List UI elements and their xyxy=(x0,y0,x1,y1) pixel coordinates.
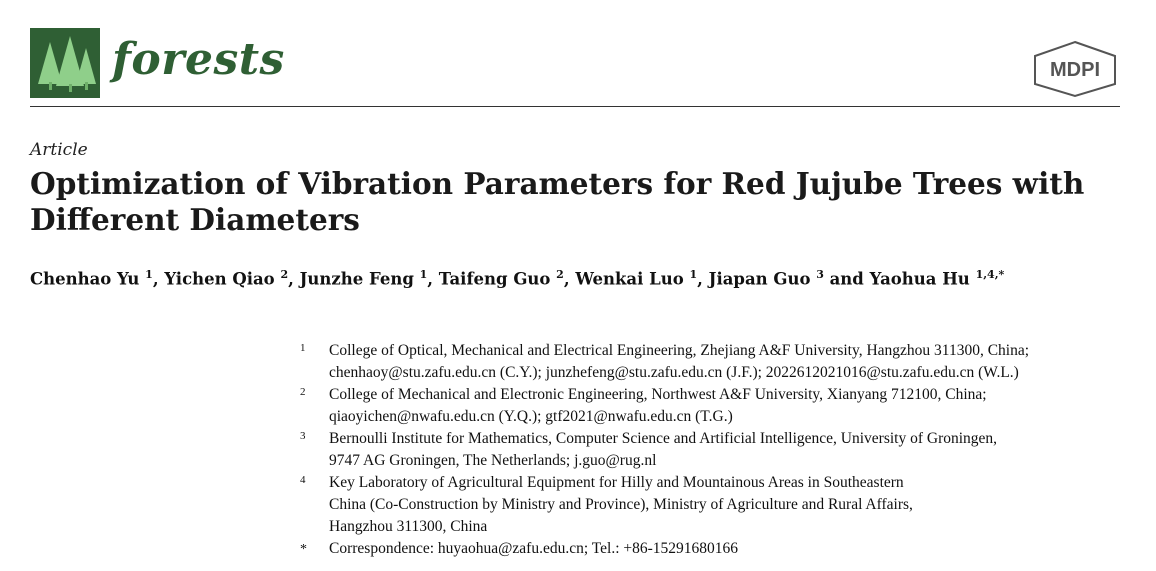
author-separator: , xyxy=(288,269,300,289)
affiliation-number: 2 xyxy=(300,386,306,398)
affiliation-item xyxy=(300,472,1130,538)
author-separator: , xyxy=(563,269,576,289)
author-list xyxy=(30,268,1130,289)
publisher-name: MDPI xyxy=(1050,59,1100,81)
mdpi-logo xyxy=(1030,40,1120,98)
article-type: Article xyxy=(30,140,88,160)
author-name: Yaohua Hu xyxy=(869,269,970,289)
author-affiliation-mark: 1 xyxy=(145,268,153,281)
affiliation-line: College of Optical, Mechanical and Electrical Engineering, Zhejiang A&F University, Hangzhou 311300, China; xyxy=(329,342,1030,359)
author-name: Chenhao Yu xyxy=(30,269,140,289)
author-affiliation-mark: 1 xyxy=(689,268,698,281)
author-name: Taifeng Guo xyxy=(438,269,551,289)
forests-logo-tree-icon xyxy=(30,28,100,98)
affiliation-line: Correspondence: huyaohua@zafu.edu.cn; Tel.: +86-15291680166 xyxy=(329,540,739,557)
author-separator: , xyxy=(427,269,439,289)
author-affiliation-mark: 1 xyxy=(419,268,428,281)
affiliation-line: chenhaoy@stu.zafu.edu.cn (C.Y.); junzhefeng@stu.zafu.edu.cn (J.F.); 2022612021016@stu.zafu.edu.cn (W.L.) xyxy=(329,364,1019,381)
header-divider xyxy=(30,106,1120,107)
author-affiliation-mark: 1,4,* xyxy=(975,268,1005,281)
affiliation-number: 4 xyxy=(300,474,306,486)
affiliation-number: * xyxy=(300,542,307,557)
author-affiliation-mark: 2 xyxy=(556,268,564,281)
author-name: Wenkai Luo xyxy=(575,269,684,289)
affiliation-line: Key Laboratory of Agricultural Equipment for Hilly and Mountainous Areas in Southeastern xyxy=(329,474,904,491)
author-separator: and xyxy=(823,269,870,289)
affiliation-item xyxy=(300,538,1130,560)
affiliation-item xyxy=(300,428,1130,472)
affiliation-line: 9747 AG Groningen, The Netherlands; j.guo@rug.nl xyxy=(329,452,657,469)
affiliation-line: qiaoyichen@nwafu.edu.cn (Y.Q.); gtf2021@nwafu.edu.cn (T.G.) xyxy=(329,408,733,425)
affiliation-item xyxy=(300,340,1130,384)
author-separator: , xyxy=(697,269,709,289)
affiliation-line: College of Mechanical and Electronic Engineering, Northwest A&F University, Xianyang 712100, China; xyxy=(329,386,987,403)
affiliation-line: Bernoulli Institute for Mathematics, Computer Science and Artificial Intelligence, University of Groningen, xyxy=(329,430,998,447)
affiliation-line: Hangzhou 311300, China xyxy=(329,518,488,535)
journal-header xyxy=(30,28,1120,108)
affiliation-number: 1 xyxy=(300,342,306,354)
journal-name: forests xyxy=(112,34,285,85)
affiliation-number: 3 xyxy=(300,430,306,442)
affiliation-line: China (Co-Construction by Ministry and Province), Ministry of Agriculture and Rural Affairs, xyxy=(329,496,913,513)
author-name: Junzhe Feng xyxy=(299,269,414,289)
author-separator: , xyxy=(152,269,165,289)
author-name: Jiapan Guo xyxy=(708,269,811,289)
author-name: Yichen Qiao xyxy=(164,269,275,289)
author-affiliation-mark: 2 xyxy=(280,268,289,281)
affiliation-item xyxy=(300,384,1130,428)
article-title: Optimization of Vibration Parameters for Red Jujube Trees with Different Diameters xyxy=(30,166,1085,237)
author-affiliation-mark: 3 xyxy=(816,268,824,281)
affiliation-list xyxy=(300,340,1130,560)
